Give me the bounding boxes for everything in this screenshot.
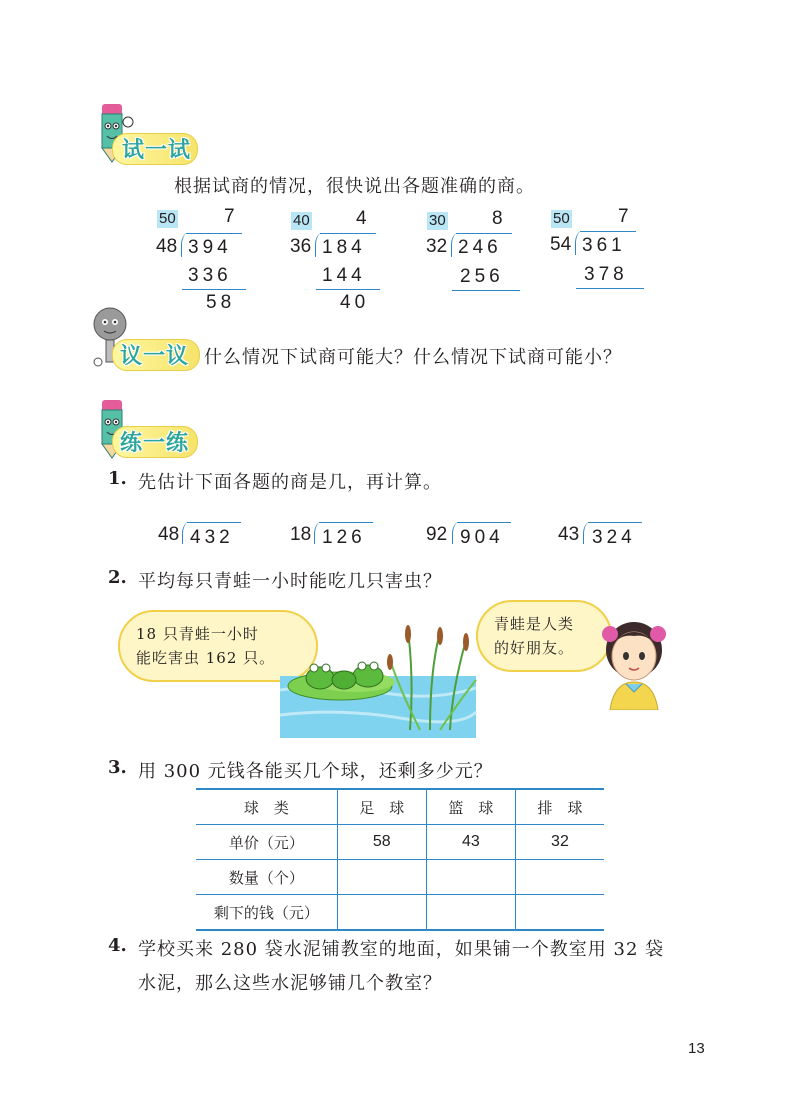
question-number: 3. [108,757,127,778]
subtraction-line [452,290,520,291]
subtraction-line [576,288,644,289]
row-label: 剩下的钱（元） [196,895,337,931]
division-bracket [314,522,321,544]
division-bracket [452,522,459,544]
girl-avatar [596,606,676,710]
table-cell: 43 [426,825,515,860]
division-bracket [182,522,189,544]
quotient: 7 [224,206,235,227]
quotient: 8 [492,208,503,229]
dividend: 246 [458,237,502,258]
question-text-line: 学校买来 280 袋水泥铺教室的地面，如果铺一个教室用 32 袋 [138,939,665,960]
divisor: 54 [550,234,572,255]
division-bracket [315,233,322,257]
dividend: 904 [460,527,504,548]
section-title: 议一议 [120,344,190,369]
table-header-cell: 排 球 [515,789,604,825]
remainder: 58 [206,292,236,313]
product: 378 [584,264,628,285]
question-number: 2. [108,567,127,588]
quotient: 4 [356,208,367,229]
table-header-cell: 球 类 [196,789,337,825]
dividend: 432 [190,527,234,548]
division-bracket [575,231,582,255]
question-text-line: 水泥，那么这些水泥够铺几个教室？ [138,973,442,994]
division-bar [320,233,376,234]
trial-quotient: 50 [159,210,176,227]
instruction-text: 根据试商的情况，很快说出各题准确的商。 [174,176,535,197]
bubble-line: 青蛙是人类 [494,615,575,633]
product: 336 [188,265,232,286]
answer-cell[interactable] [515,895,604,931]
table-cell: 32 [515,825,604,860]
row-label: 单价（元） [196,825,337,860]
question-number: 1. [108,468,127,489]
answer-cell[interactable] [337,895,426,931]
answer-cell[interactable] [426,895,515,931]
section-title: 试一试 [122,138,192,163]
division-bar [319,522,373,523]
quotient: 7 [618,206,629,227]
answer-cell[interactable] [337,860,426,895]
divisor: 18 [290,524,312,545]
subtraction-line [182,289,246,290]
dividend: 184 [322,237,366,258]
table-row [196,825,604,860]
section-title: 练一练 [120,431,190,456]
division-bracket [451,233,458,257]
table-header-cell: 篮 球 [426,789,515,825]
discussion-question: 什么情况下试商可能大？什么情况下试商可能小？ [204,347,622,368]
frog-pond-illustration [280,620,480,738]
division-bar [187,522,241,523]
question-text: 用 300 元钱各能买几个球，还剩多少元？ [138,761,493,782]
dividend: 361 [582,235,626,256]
table-row [196,860,604,895]
divisor: 43 [558,524,580,545]
division-bracket [181,233,188,257]
question-text: 平均每只青蛙一小时能吃几只害虫？ [138,571,442,592]
dividend: 324 [592,527,636,548]
trial-quotient: 40 [293,212,310,229]
table-header-row [196,789,604,825]
remainder: 40 [340,292,370,313]
product: 144 [322,265,366,286]
ball-price-table [196,788,604,931]
divisor: 48 [158,524,180,545]
division-bar [186,233,242,234]
question-number: 4. [108,935,127,956]
speech-bubble-right [476,600,612,672]
trial-quotient: 30 [429,212,446,229]
row-label: 数量（个） [196,860,337,895]
answer-cell[interactable] [426,860,515,895]
divisor: 48 [156,236,178,257]
dividend: 394 [188,237,232,258]
product: 256 [460,266,504,287]
division-bracket [583,522,590,544]
table-header-cell: 足 球 [337,789,426,825]
bubble-line: 的好朋友。 [494,639,575,657]
division-bar [457,522,511,523]
bubble-line: 能吃害虫 162 只。 [136,649,276,667]
page-number: 13 [688,1040,705,1057]
division-bar [580,231,636,232]
divisor: 92 [426,524,448,545]
dividend: 126 [322,527,366,548]
table-row [196,895,604,931]
trial-quotient: 50 [553,210,570,227]
divisor: 32 [426,236,448,257]
question-text: 先估计下面各题的商是几，再计算。 [138,472,442,493]
answer-cell[interactable] [515,860,604,895]
subtraction-line [316,289,380,290]
divisor: 36 [290,236,312,257]
division-bar [456,233,512,234]
bubble-line: 18 只青蛙一小时 [136,625,259,643]
division-bar [588,522,642,523]
table-cell: 58 [337,825,426,860]
